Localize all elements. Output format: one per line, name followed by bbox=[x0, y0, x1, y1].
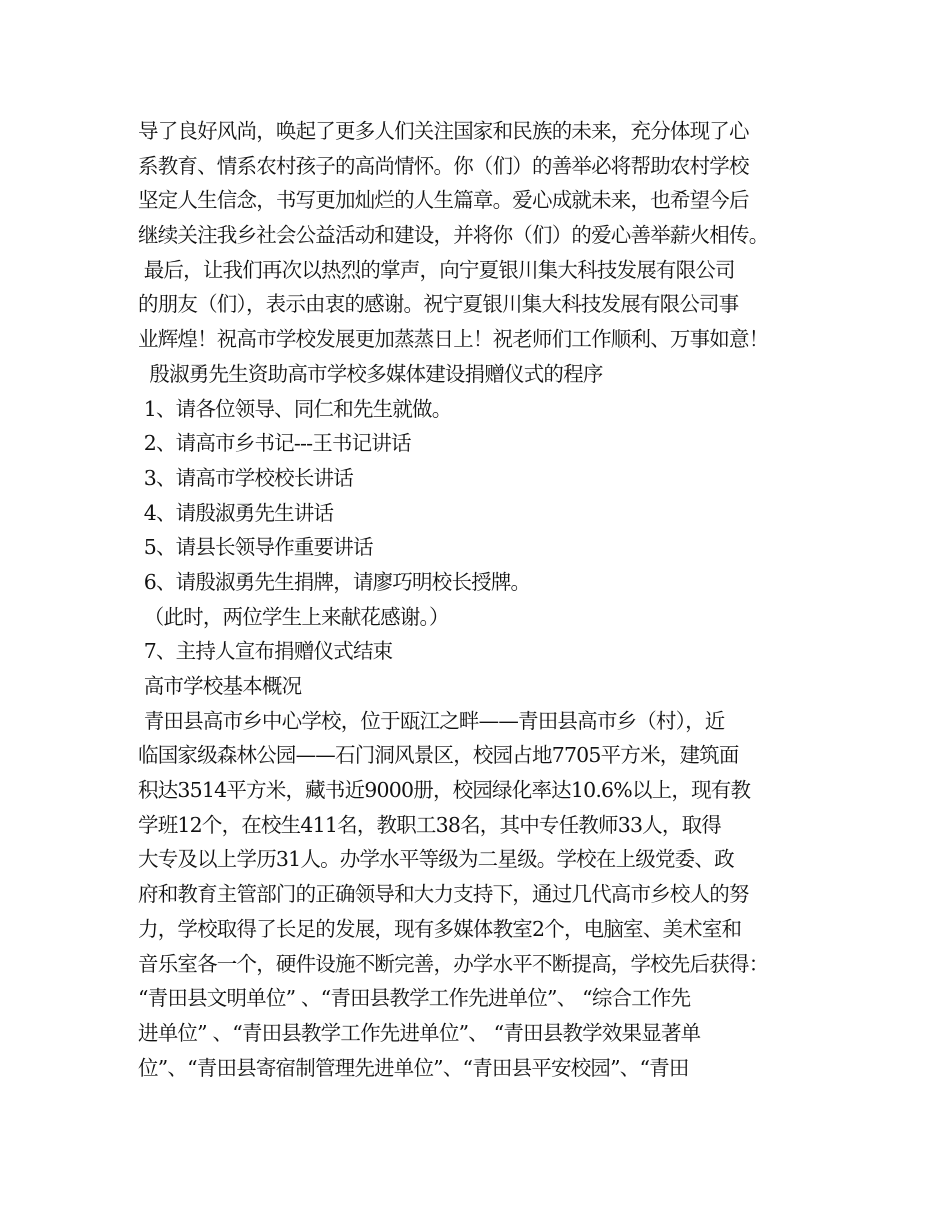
list-item: 4、请殷淑勇先生讲话 bbox=[138, 500, 334, 525]
text-line: 府和教育主管部门的正确领导和大力支持下，通过几代高市乡校人的努 bbox=[138, 882, 749, 907]
text-line: 临国家级森林公园——石门洞风景区，校园占地7705平方米，建筑面 bbox=[138, 743, 739, 768]
text-line: 音乐室各一个，硬件设施不断完善，办学水平不断提高，学校先后获得： bbox=[138, 951, 769, 976]
list-item: 3、请高市学校校长讲话 bbox=[138, 465, 353, 490]
text-line: 的朋友（们），表示由衷的感谢。祝宁夏银川集大科技发展有限公司事 bbox=[138, 292, 739, 317]
text-line: 积达3514平方米，藏书近9000册，校园绿化率达10.6%以上，现有教 bbox=[138, 778, 751, 803]
list-item: 1、请各位领导、同仁和先生就做。 bbox=[138, 396, 452, 421]
text-line: 业辉煌！祝高市学校发展更加蒸蒸日上！祝老师们工作顺利、万事如意！ bbox=[138, 327, 769, 352]
text-line: 最后，让我们再次以热烈的掌声，向宁夏银川集大科技发展有限公司 bbox=[138, 257, 735, 282]
text-line: 力，学校取得了长足的发展，现有多媒体教室2个，电脑室、美术室和 bbox=[138, 916, 742, 941]
section-heading: 高市学校基本概况 bbox=[138, 674, 302, 698]
list-item: 7、主持人宣布捐赠仪式结束 bbox=[138, 639, 393, 664]
text-line: 青田县高市乡中心学校，位于瓯江之畔——青田县高市乡（村），近 bbox=[138, 708, 725, 733]
text-line: 大专及以上学历31人。办学水平等级为二星级。学校在上级党委、政 bbox=[138, 847, 734, 872]
list-item: 2、请高市乡书记---王书记讲话 bbox=[138, 431, 411, 456]
text-line: 导了良好风尚，唤起了更多人们关注国家和民族的未来，充分体现了心 bbox=[138, 119, 749, 143]
text-line: 坚定人生信念，书写更加灿烂的人生篇章。爱心成就未来，也希望今后 bbox=[138, 188, 749, 213]
text-line: “青田县文明单位” 、“青田县教学工作先进单位”、 “综合工作先 bbox=[138, 986, 691, 1011]
text-line: 继续关注我乡社会公益活动和建设，并将你（们）的爱心善举薪火相传。 bbox=[138, 223, 769, 248]
document-body bbox=[138, 114, 838, 1085]
list-note: （此时，两位学生上来献花感谢。） bbox=[138, 604, 449, 629]
text-line: 进单位” 、“青田县教学工作先进单位”、 “青田县教学效果显著单 bbox=[138, 1020, 701, 1045]
list-item: 6、请殷淑勇先生捐牌，请廖巧明校长授牌。 bbox=[138, 569, 531, 594]
text-line: 学班12个，在校生411名，教职工38名，其中专任教师33人，取得 bbox=[138, 812, 721, 837]
section-heading: 殷淑勇先生资助高市学校多媒体建设捐赠仪式的程序 bbox=[138, 361, 603, 386]
text-line: 系教育、情系农村孩子的高尚情怀。你（们）的善举必将帮助农村学校 bbox=[138, 153, 749, 178]
list-item: 5、请县长领导作重要讲话 bbox=[138, 535, 373, 560]
text-line: 位”、“青田县寄宿制管理先进单位”、“青田县平安校园”、“青田 bbox=[138, 1055, 689, 1080]
